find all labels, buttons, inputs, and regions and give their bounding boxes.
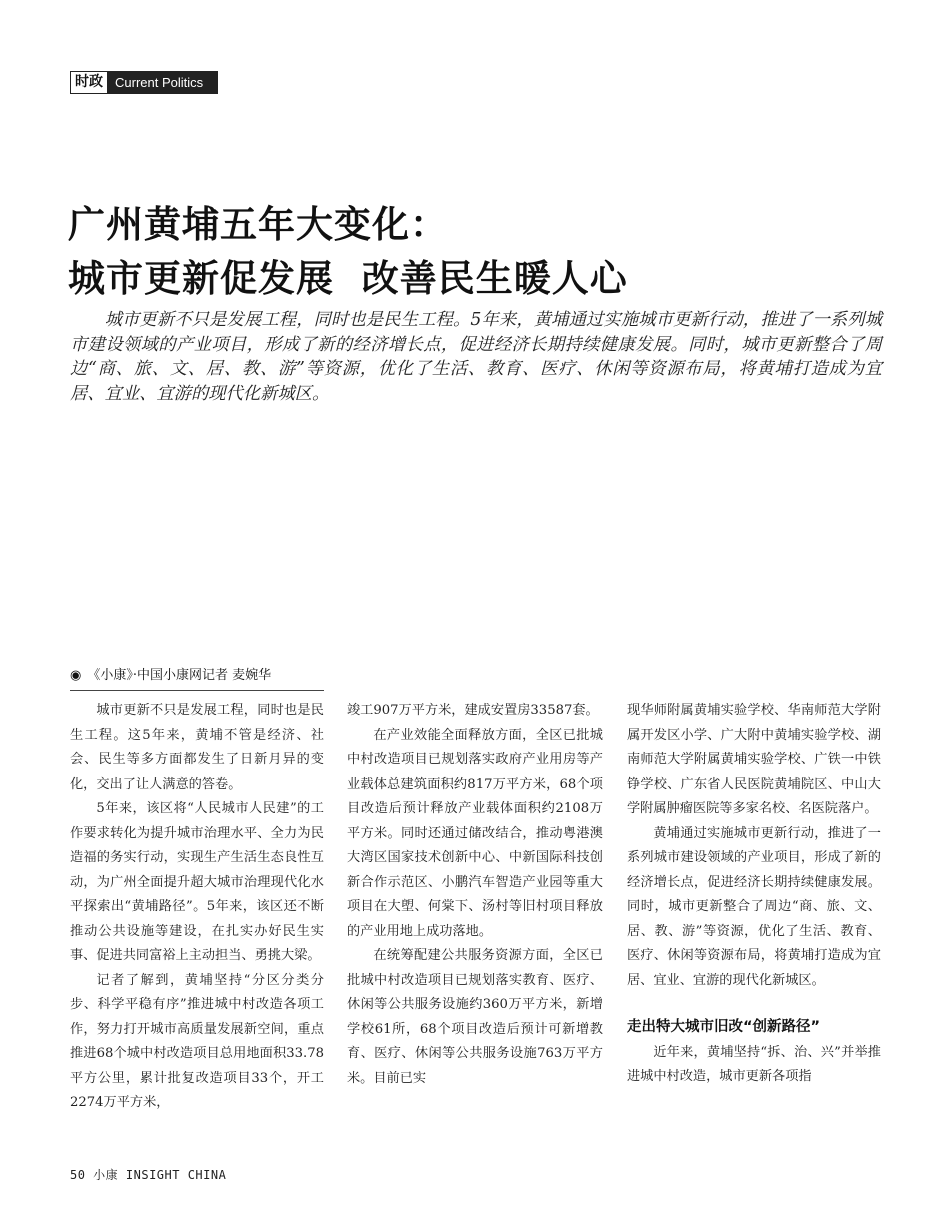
section-tag-en: Current Politics — [107, 72, 217, 93]
article-title-line-2: 城市更新促发展 改善民生暖人心 — [68, 257, 628, 300]
bullet-icon: ◉ — [70, 668, 82, 683]
paragraph: 5年来，该区将“人民城市人民建”的工作要求转化为提升城市治理水平、全力为民造福的务实行动，实现生产生活生态良性互动，为广州全面提升超大城市治理现代化水平探索出“黄埔路径”。5年来，该区还不断推动公共设施等建设，在扎实办好民生实事、促进共同富裕上主动担当、勇挑大梁。 — [70, 801, 324, 963]
section-tag-cn: 时政 — [71, 72, 107, 93]
section-tag — [70, 71, 218, 94]
paragraph: 近年来，黄埔坚持“拆、治、兴”并举推进城中村改造，城市更新各项指 — [627, 1044, 881, 1084]
subheading: 走出特大城市旧改“创新路径” — [627, 1019, 821, 1035]
paragraph: 记者了解到，黄埔坚持“分区分类分步、科学平稳有序”推进城中村改造各项工作，努力打开城市高质量发展新空间，重点推进68个城中村改造项目总用地面积33.78平方公里，累计批复改造项目33个，开工2274万平方米， — [70, 972, 324, 1110]
byline — [70, 666, 324, 691]
body-column-3 — [627, 699, 881, 1090]
paragraph-continued: 竣工907万平方米，建成安置房33587套。 — [347, 703, 599, 718]
paragraph: 黄埔通过实施城市更新行动，推进了一系列城市建设领域的产业项目，形成了新的经济增长点，促进经济长期持续健康发展。同时，城市更新整合了周边“商、旅、文、居、教、游”等资源，优化了生活、教育、医疗、休闲等资源布局，将黄埔打造成为宜居、宜业、宜游的现代化新城区。 — [627, 825, 881, 988]
paragraph-continued: 现华师附属黄埔实验学校、华南师范大学附属开发区小学、广大附中黄埔实验学校、湖南师范大学附属黄埔实验学校、广铁一中铁铮学校、广东省人民医院黄埔院区、中山大学附属肿瘤医院等多家名校、名医院落户。 — [627, 703, 881, 816]
article-title — [68, 198, 628, 306]
paragraph: 在统筹配建公共服务资源方面，全区已批城中村改造项目已规划落实教育、医疗、休闲等公共服务设施约360万平方米，新增学校61所，68个项目改造后预计可新增教育、医疗、休闲等公共服务设施763万平方米。目前已实 — [347, 948, 603, 1086]
article-title-line-1: 广州黄埔五年大变化： — [68, 203, 448, 246]
byline-text: 《小康》·中国小康网记者 麦婉华 — [87, 668, 272, 683]
paragraph: 城市更新不只是发展工程，同时也是民生工程。这5年来，黄埔不管是经济、社会、民生等多方面都发生了日新月异的变化，交出了让人满意的答卷。 — [70, 703, 324, 792]
paragraph: 在产业效能全面释放方面，全区已批城中村改造项目已规划落实政府产业用房等产业载体总建筑面积约817万平方米，68个项目改造后预计释放产业载体面积约2108万平方米。同时还通过储改结合，推动粤港澳大湾区国家技术创新中心、中新国际科技创新合作示范区、小鹏汽车智造产业园等重大项目在大塱、何棠下、汤村等旧村项目释放的产业用地上成功落地。 — [347, 727, 603, 939]
body-column-1 — [70, 699, 324, 1116]
article-lede: 城市更新不只是发展工程，同时也是民生工程。5年来，黄埔通过实施城市更新行动，推进了一系列城市建设领域的产业项目，形成了新的经济增长点，促进经济长期持续健康发展。同时，城市更新整合了周边“商、旅、文、居、教、游”等资源，优化了生活、教育、医疗、休闲等资源布局，将黄埔打造成为宜居、宜业、宜游的现代化新城区。 — [70, 310, 882, 404]
page-folio: 50 小康 INSIGHT CHINA — [70, 1168, 227, 1182]
body-column-2 — [347, 699, 603, 1091]
